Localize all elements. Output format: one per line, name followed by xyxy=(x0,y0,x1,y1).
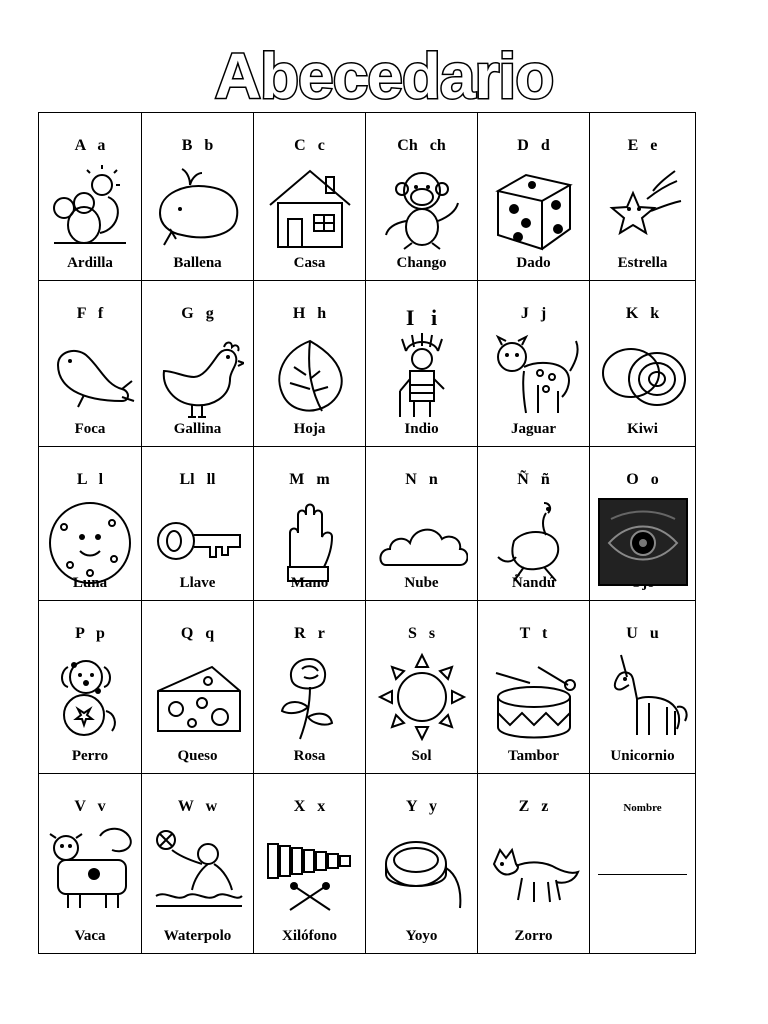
leaf-icon xyxy=(264,331,356,421)
unicorn-icon xyxy=(597,651,689,741)
letter-pair: L l xyxy=(76,471,104,488)
monkey-icon xyxy=(376,163,468,253)
eye-icon xyxy=(597,497,689,587)
letter-cell-j xyxy=(478,281,590,447)
word-label: Queso xyxy=(177,748,218,764)
letter-pair: V v xyxy=(74,798,106,815)
letter-cell-x xyxy=(254,774,366,953)
letter-pair: G g xyxy=(181,305,214,322)
key-icon xyxy=(152,497,244,587)
letter-cell-q xyxy=(142,601,254,774)
letter-pair: H h xyxy=(292,305,327,322)
letter-cell-l xyxy=(39,447,142,601)
letter-cell-s xyxy=(366,601,478,774)
letter-pair: T t xyxy=(519,625,548,642)
letter-pair: X x xyxy=(293,798,326,815)
word-label: Waterpolo xyxy=(163,928,232,944)
indian-icon xyxy=(376,331,468,421)
word-label: Unicornio xyxy=(610,748,675,764)
letter-cell-w xyxy=(142,774,254,953)
rhea-icon xyxy=(488,497,580,587)
letter-pair: Ll ll xyxy=(179,471,216,488)
squirrel-icon xyxy=(44,163,136,253)
letter-pair: C c xyxy=(294,137,325,154)
letter-cell-e xyxy=(590,113,695,281)
letter-cell-z xyxy=(478,774,590,953)
house-icon xyxy=(264,163,356,253)
word-label: Indio xyxy=(404,421,439,437)
letter-pair: F f xyxy=(76,305,104,322)
letter-pair: S s xyxy=(407,625,436,642)
dice-icon xyxy=(488,163,580,253)
cheese-icon xyxy=(152,651,244,741)
word-label: Llave xyxy=(179,575,216,591)
cow-icon xyxy=(44,824,136,914)
word-label: Ballena xyxy=(173,255,222,271)
letter-cell-i xyxy=(366,281,478,447)
letter-pair: M m xyxy=(289,471,330,488)
moon-icon xyxy=(44,497,136,587)
word-label: Mano xyxy=(290,575,329,591)
kiwi-icon xyxy=(597,331,689,421)
letter-cell-y xyxy=(366,774,478,953)
word-label: Gallina xyxy=(173,421,222,437)
drum-icon xyxy=(488,651,580,741)
letter-pair: I i xyxy=(405,305,438,330)
word-label: Casa xyxy=(293,255,326,271)
letter-cell-ch xyxy=(366,113,478,281)
fox-icon xyxy=(488,824,580,914)
word-label: Nube xyxy=(404,575,439,591)
hand-icon xyxy=(264,497,356,587)
word-label: Chango xyxy=(396,255,447,271)
word-label: Zorro xyxy=(514,928,553,944)
letter-pair: N n xyxy=(405,471,438,488)
name-cell[interactable] xyxy=(590,774,695,953)
word-label: Perro xyxy=(71,748,109,764)
letter-pair: J j xyxy=(520,305,547,322)
word-label: Tambor xyxy=(507,748,560,764)
letter-cell-n xyxy=(366,447,478,601)
letter-pair: K k xyxy=(625,305,660,322)
letter-pair: B b xyxy=(181,137,214,154)
word-label: Yoyo xyxy=(405,928,438,944)
word-label: Luna xyxy=(72,575,108,591)
xylophone-icon xyxy=(264,824,356,914)
sun-icon xyxy=(376,651,468,741)
rose-icon xyxy=(264,651,356,741)
letter-pair: Ch ch xyxy=(397,137,446,154)
letter-pair: O o xyxy=(626,471,659,488)
seal-icon xyxy=(44,331,136,421)
letter-pair: A a xyxy=(74,137,106,154)
name-label: Nombre xyxy=(623,802,662,814)
letter-cell-u xyxy=(590,601,695,774)
letter-pair: Q q xyxy=(180,625,215,642)
letter-pair: P p xyxy=(75,625,105,642)
letter-cell-a xyxy=(39,113,142,281)
word-label: Estrella xyxy=(617,255,668,271)
letter-cell-p xyxy=(39,601,142,774)
letter-cell-o xyxy=(590,447,695,601)
word-label: Vaca xyxy=(74,928,106,944)
word-label: Rosa xyxy=(293,748,326,764)
word-label: Ñandú xyxy=(511,575,556,591)
whale-icon xyxy=(152,163,244,253)
letter-cell-b xyxy=(142,113,254,281)
letter-cell-c xyxy=(254,113,366,281)
cloud-icon xyxy=(376,497,468,587)
waterpolo-icon xyxy=(152,824,244,914)
letter-cell-m xyxy=(254,447,366,601)
alphabet-grid xyxy=(38,112,696,954)
letter-pair: E e xyxy=(627,137,658,154)
word-label: Xilófono xyxy=(281,928,337,944)
letter-pair: Ñ ñ xyxy=(517,471,550,488)
word-label: Kiwi xyxy=(627,421,658,437)
word-label: Sol xyxy=(411,748,432,764)
dog-icon xyxy=(44,651,136,741)
letter-pair: W w xyxy=(177,798,218,815)
page-title: Abecedario xyxy=(214,40,554,112)
star-icon xyxy=(597,163,689,253)
letter-cell-r xyxy=(254,601,366,774)
name-line[interactable] xyxy=(598,874,687,875)
jaguar-icon xyxy=(488,331,580,421)
word-label: Hoja xyxy=(293,421,326,437)
word-label: Jaguar xyxy=(511,421,556,437)
letter-cell-h xyxy=(254,281,366,447)
hen-icon xyxy=(152,331,244,421)
letter-pair: D d xyxy=(517,137,550,154)
letter-cell-g xyxy=(142,281,254,447)
word-label: Dado xyxy=(516,255,551,271)
letter-pair: U u xyxy=(626,625,659,642)
letter-cell-f xyxy=(39,281,142,447)
word-label: Ardilla xyxy=(67,255,113,271)
letter-cell-enye xyxy=(478,447,590,601)
letter-cell-k xyxy=(590,281,695,447)
letter-cell-v xyxy=(39,774,142,953)
letter-pair: Y y xyxy=(406,798,437,815)
letter-cell-t xyxy=(478,601,590,774)
letter-pair: Z z xyxy=(518,798,549,815)
letter-cell-ll xyxy=(142,447,254,601)
letter-cell-d xyxy=(478,113,590,281)
letter-pair: R r xyxy=(294,625,325,642)
word-label: Foca xyxy=(74,421,106,437)
yoyo-icon xyxy=(376,824,468,914)
